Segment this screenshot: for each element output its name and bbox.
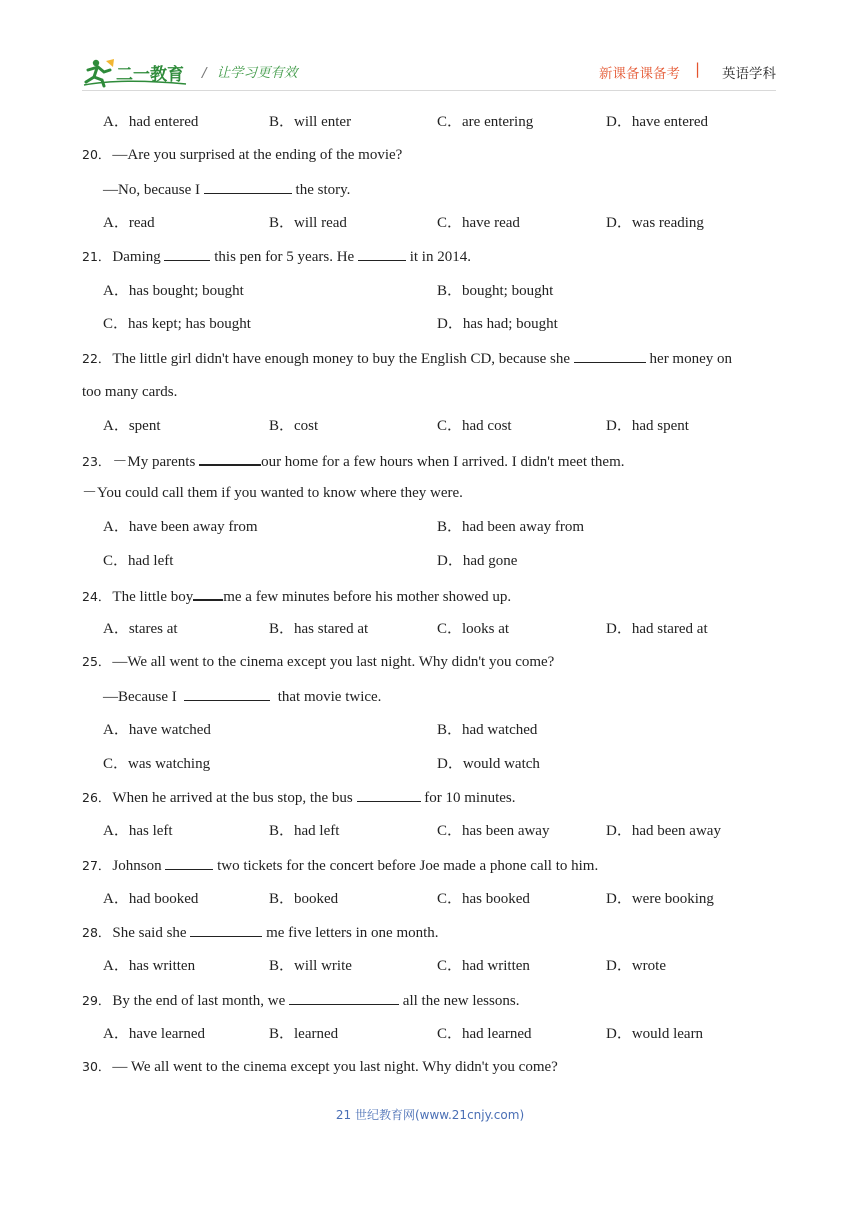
q27-option-d: D．were booking — [606, 891, 714, 907]
q22-option-d: D．had spent — [606, 418, 689, 434]
q23-option-a: A．have been away from — [103, 519, 258, 535]
blank — [193, 585, 223, 601]
q24-option-a: A．stares at — [103, 621, 178, 637]
q29-option-c: C．had learned — [437, 1026, 532, 1042]
q24-option-c: C．looks at — [437, 621, 510, 637]
blank — [358, 246, 406, 261]
q30-question: 30． — We all went to the cinema except you last night. Why didn't you come? — [82, 1059, 558, 1075]
q22-question: 22． The little girl didn't have enough money to buy the English CD, because she her money on — [82, 348, 732, 369]
q28-option-a: A．has written — [103, 958, 196, 974]
q20-option-c: C．have read — [437, 215, 520, 231]
q21-question: 21． Daming this pen for 5 years. He it in 2014. — [82, 246, 471, 267]
q26-option-b: B．had left — [269, 823, 340, 839]
blank — [574, 348, 646, 363]
q23-question: 23． －My parents our home for a few hours when I arrived. I didn't meet them. — [82, 450, 624, 472]
logo-text: 二一教育 — [116, 65, 184, 85]
q29-question: 29． By the end of last month, we all the new lessons. — [82, 990, 519, 1011]
page-header — [82, 54, 776, 90]
q25-option-d: D．would watch — [437, 756, 540, 772]
q26-question: 26． When he arrived at the bus stop, the bus for 10 minutes. — [82, 787, 516, 808]
q22-question-cont: too many cards. — [82, 384, 178, 400]
blank — [289, 990, 399, 1005]
header-divider — [82, 90, 776, 91]
q23-option-d: D．had gone — [437, 553, 518, 569]
blank — [164, 246, 210, 261]
q27-option-b: B．booked — [269, 891, 339, 907]
blank — [190, 922, 262, 937]
q26-option-a: A．has left — [103, 823, 173, 839]
blank — [199, 450, 261, 466]
q21-option-d: D．has had; bought — [437, 316, 558, 332]
page-footer: 21 世纪教育网(www.21cnjy.com) — [335, 1108, 525, 1122]
q20-option-d: D．was reading — [606, 215, 704, 231]
q20-option-b: B．will read — [269, 215, 347, 231]
q25-option-b: B．had watched — [437, 722, 538, 738]
q19-option-a: A．had entered — [103, 114, 199, 130]
blank — [165, 855, 213, 870]
q20-answer-line: —No, because I the story. — [103, 179, 350, 200]
q24-question: 24． The little boy me a few minutes before his mother showed up. — [82, 585, 511, 607]
q24-option-d: D．had stared at — [606, 621, 708, 637]
q25-option-a: A．have watched — [103, 722, 211, 738]
q26-option-c: C．has been away — [437, 823, 550, 839]
q26-option-d: D．had been away — [606, 823, 721, 839]
q22-option-c: C．had cost — [437, 418, 512, 434]
blank — [184, 686, 270, 701]
q24-option-b: B．has stared at — [269, 621, 369, 637]
q22-option-a: A．spent — [103, 418, 161, 434]
header-subject-tag: 英语学科 — [722, 66, 776, 82]
header-course-tag: 新课备课备考 — [599, 66, 680, 82]
header-slogan — [202, 61, 298, 81]
slogan-slash: / — [202, 65, 207, 81]
q25-question: 25． —We all went to the cinema except you last night. Why didn't you come? — [82, 654, 555, 670]
q25-option-c: C．was watching — [103, 756, 211, 772]
q20-question: 20． —Are you surprised at the ending of the movie? — [82, 147, 403, 163]
q23-option-c: C．had left — [103, 553, 174, 569]
q29-option-a: A．have learned — [103, 1026, 206, 1042]
blank — [357, 787, 421, 802]
q19-option-b: B．will enter — [269, 114, 352, 130]
q27-question: 27． Johnson two tickets for the concert before Joe made a phone call to him. — [82, 855, 598, 876]
q29-option-b: B．learned — [269, 1026, 339, 1042]
q20-option-a: A．read — [103, 215, 155, 231]
blank — [204, 179, 292, 194]
q19-option-d: D．have entered — [606, 114, 709, 130]
q29-option-d: D．would learn — [606, 1026, 704, 1042]
q19-option-c: C．are entering — [437, 114, 534, 130]
q22-option-b: B．cost — [269, 418, 319, 434]
slogan-text: 让学习更有效 — [216, 65, 298, 81]
q28-option-b: B．will write — [269, 958, 352, 974]
q28-option-c: C．had written — [437, 958, 530, 974]
q27-option-c: C．has booked — [437, 891, 530, 907]
q23-reply: －You could call them if you wanted to know where they were. — [82, 485, 463, 501]
q25-answer-line: —Because I that movie twice. — [103, 686, 381, 707]
q21-option-c: C．has kept; has bought — [103, 316, 251, 332]
header-separator: | — [694, 60, 700, 78]
q21-option-a: A．has bought; bought — [103, 283, 244, 299]
q28-option-d: D．wrote — [606, 958, 666, 974]
q28-question: 28． She said she me five letters in one month. — [82, 922, 439, 943]
q21-option-b: B．bought; bought — [437, 283, 554, 299]
q23-option-b: B．had been away from — [437, 519, 585, 535]
q27-option-a: A．had booked — [103, 891, 199, 907]
